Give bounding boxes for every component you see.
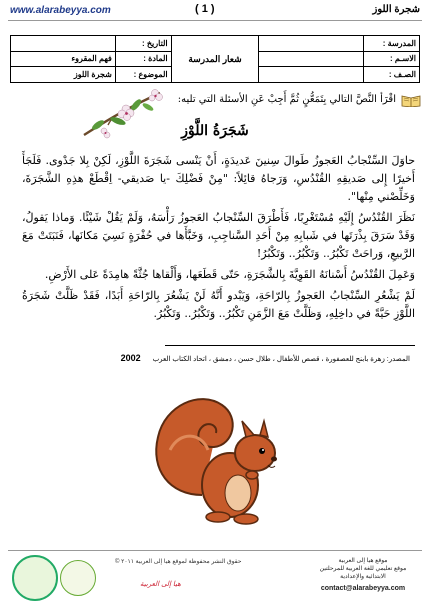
subject-label: المادة : xyxy=(115,51,171,67)
story-paragraph: حاوَلَ السِّنْجابُ العَجوزُ طَوالَ سِنينَ عَديدَةٍ، أَنْ يَنْسى شَجَرَةَ اللَّوْزِ، لَكِنْ بِلا جَدْوى. فَلَجَأَ أَخيرًا إِلى صَديقِهِ القُنْدُسِ، وَرَجاهُ قائِلاً: "مِنْ فَضْلِكَ -يا صَديقي- اِقْطَعْ هذِهِ الشَّجَرَةَ، وَخَلِّصْني مِنْها". xyxy=(22,154,415,203)
school-field[interactable] xyxy=(259,36,364,52)
grade-label: الصـف : xyxy=(364,67,420,83)
story-title: شَجَرَةُ اللَّوْزِ xyxy=(181,123,249,139)
footer-line: موقع هيا إلى العربية xyxy=(338,558,388,564)
grade-field[interactable] xyxy=(259,67,364,83)
footer-line: موقع تعليمي للغة العربية للمرحلتين xyxy=(319,566,407,572)
source-divider xyxy=(165,345,415,346)
page-number: ( 1 ) xyxy=(195,3,215,15)
topic-label: الموضوع : xyxy=(115,67,171,83)
school-label: المدرسة : xyxy=(364,36,420,52)
story-paragraph: وَعَمِلَ القُنْدُسُ أَسْنانَهُ القَوِيَّةَ بِالشَّجَرَةِ، حَتّى قَطَعَها، وَأَلْقاها جُثَّةً هامِدَةً عَلى الأَرْضِ. xyxy=(44,268,415,281)
site-seal-icon xyxy=(12,555,58,601)
name-label: الاسـم : xyxy=(364,51,420,67)
copyright-notice: حقوق النشر محفوظة لموقع هيا إلى العربية ٢٠١١ © xyxy=(115,559,242,565)
story-paragraph: نَظَرَ القُنْدُسُ إِلَيْهِ مُسْتَغْرِبًا، فَأَطْرَقَ السِّنْجابُ العَجوزُ رَأْسَهُ، وَلَمْ يَقُلْ شَيْئًا. وَماذا يَقولُ، وَقَدْ سَرَقَ بِذْرَتَها في شَبابِهِ مِنْ أَحَدِ السَّناجِبِ، وَخَبَّأَها في حُفْرَةٍ نَسِيَ مَكانَها، فَنَبَتَتْ مَعَ الرَّبيعِ، وَراحَتْ تَكْبُرُ.. وَتَكْبُرُ.. وَتَكْبُرُ! xyxy=(22,211,415,260)
footer-tagline: هيا إلى العربية xyxy=(140,581,181,588)
subject-value: فهم المقروء xyxy=(11,51,116,67)
source-text: المصدر: زهرة بابنج للعصفورة ، قصص للأطفال ، طلال حسن ، دمشق ، اتحاد الكتاب العرب xyxy=(152,356,410,363)
date-label: التاريخ : xyxy=(115,36,171,52)
date-field[interactable] xyxy=(11,36,116,52)
topic-value: شجرة اللوز xyxy=(11,67,116,83)
footer-site-info xyxy=(308,557,418,593)
squirrel-illustration xyxy=(110,375,300,535)
story-paragraph: لَمْ يَشْعُرِ السِّنْجابُ العَجوزُ بِالرّاحَةِ، وَيَبْدو أَنَّهُ لَنْ يَشْعُرَ بِالرّاحَةِ أَبَدًا، فَقَدْ ظَلَّتْ شَجَرَةُ اللَّوْزِ حَيَّةً في داخِلِهِ، وَظَلَّتْ مَعَ الزَّمَنِ تَكْبُرُ.. وَتَكْبُرُ.. وَتَكْبُرُ. xyxy=(22,289,415,320)
site-logo-icon xyxy=(60,560,96,596)
book-icon xyxy=(401,93,421,107)
school-logo-placeholder: شعار المدرسة xyxy=(171,36,259,83)
reading-instruction: اقْرَأ النَّصَّ التالي بِتَمَعُّنٍ ثُمَّ أَجِبْ عَنِ الأسئلة التي تليه: xyxy=(177,94,396,105)
source-citation xyxy=(121,353,410,363)
student-info-table xyxy=(10,35,420,83)
name-field[interactable] xyxy=(259,51,364,67)
site-url[interactable]: www.alarabeyya.com xyxy=(10,5,111,16)
source-year: 2002 xyxy=(120,353,141,363)
contact-email[interactable]: contact@alarabeyya.com xyxy=(320,585,406,592)
header-title: شجرة اللوز xyxy=(372,4,420,15)
story-body xyxy=(22,152,415,323)
footer-line: الابتدائية والإعدادية xyxy=(340,574,386,580)
